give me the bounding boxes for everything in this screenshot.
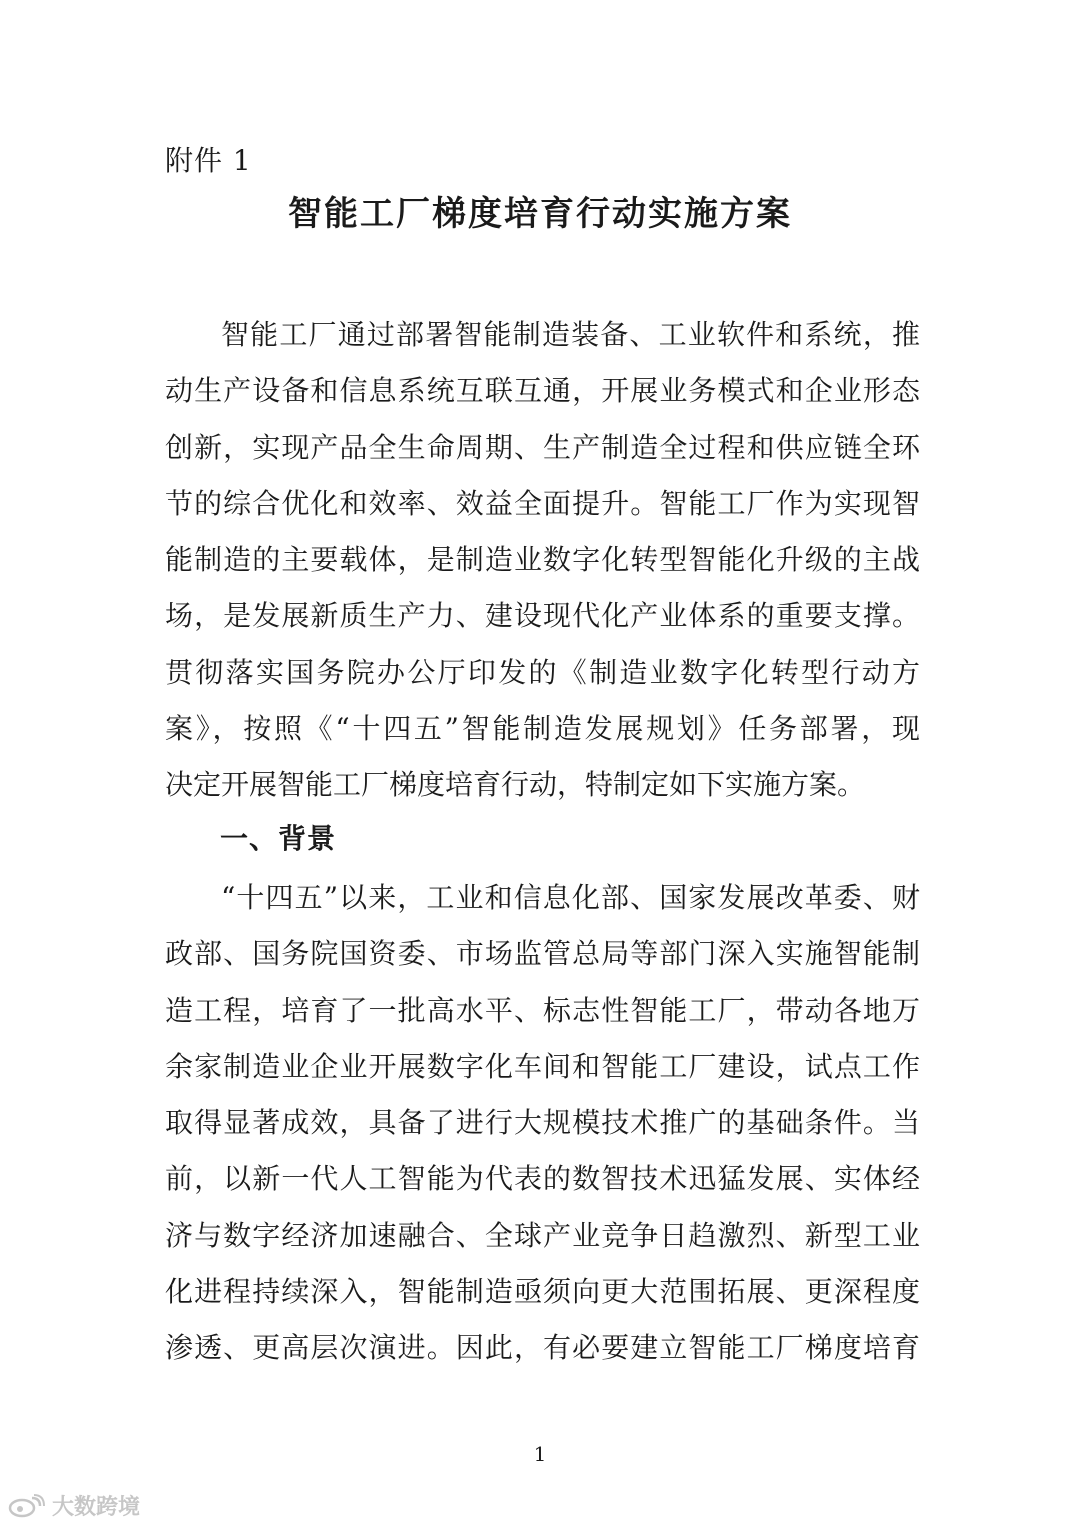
paragraph-line: 案》，按照《“十四五”智能制造发展规划》任务部署，现: [165, 712, 920, 746]
document-title: 智能工厂梯度培育行动实施方案: [288, 194, 792, 234]
weibo-logo-icon: [8, 1494, 46, 1518]
intro-paragraph: [165, 307, 920, 814]
section-heading: 一、背景: [220, 822, 337, 855]
paragraph-line: 创新，实现产品全生命周期、生产制造全过程和供应链全环: [165, 430, 920, 464]
paragraph-line: 余家制造业企业开展数字化车间和智能工厂建设，试点工作: [165, 1049, 920, 1083]
background-paragraph: [165, 870, 920, 1377]
paragraph-line: 化进程持续深入，智能制造亟须向更大范围拓展、更深程度: [165, 1275, 920, 1309]
paragraph-line: 渗透、更高层次演进。因此，有必要建立智能工厂梯度培育: [165, 1331, 920, 1365]
paragraph-line: 造工程，培育了一批高水平、标志性智能工厂，带动各地万: [165, 993, 920, 1027]
paragraph-line: 取得显著成效，具备了进行大规模技术推广的基础条件。当: [165, 1106, 920, 1140]
watermark-text: 大数跨境: [52, 1495, 141, 1520]
attachment-label: 附件 1: [165, 144, 252, 177]
paragraph-line: 前，以新一代人工智能为代表的数智技术迅猛发展、实体经: [165, 1162, 920, 1196]
paragraph-line: 决定开展智能工厂梯度培育行动，特制定如下实施方案。: [165, 768, 866, 802]
paragraph-line: 能制造的主要载体，是制造业数字化转型智能化升级的主战: [165, 543, 920, 577]
paragraph-line: 济与数字经济加速融合、全球产业竞争日趋激烈、新型工业: [165, 1218, 920, 1252]
page-number: 1: [533, 1442, 547, 1466]
paragraph-line: 贯彻落实国务院办公厅印发的《制造业数字化转型行动方: [165, 655, 920, 689]
watermark: [8, 1490, 140, 1521]
paragraph-line: 场，是发展新质生产力、建设现代化产业体系的重要支撑。: [165, 599, 920, 633]
paragraph-line: 动生产设备和信息系统互联互通，开展业务模式和企业形态: [165, 374, 920, 408]
paragraph-line: 节的综合优化和效率、效益全面提升。智能工厂作为实现智: [165, 486, 920, 520]
paragraph-line: “十四五”以来，工业和信息化部、国家发展改革委、财: [221, 881, 920, 914]
paragraph-line: 智能工厂通过部署智能制造装备、工业软件和系统，推: [221, 318, 920, 351]
paragraph-line: 政部、国务院国资委、市场监管总局等部门深入实施智能制: [165, 937, 920, 971]
